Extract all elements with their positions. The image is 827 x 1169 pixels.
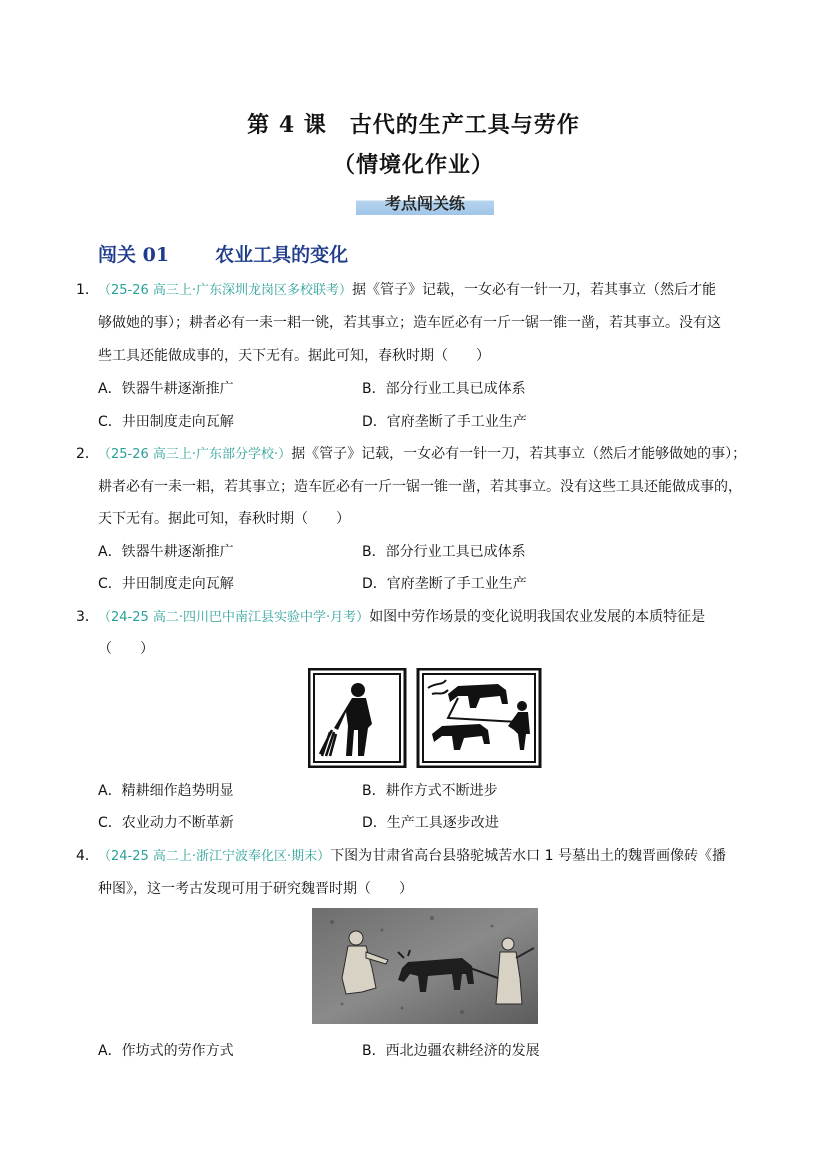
question-text: 够做她的事）；耕者必有一耒一耜一铫，若其事立；造车匠必有一斤一锯一锥一凿，若其事立。没有这 [98, 315, 721, 331]
question-line [98, 845, 726, 865]
section-topic: 农业工具的变化 [215, 244, 349, 266]
option-b[interactable]: B．部分行业工具已成体系 [362, 381, 526, 397]
question-text: （ ） [98, 641, 154, 657]
badge-container [356, 193, 494, 219]
question-number: 3． [76, 609, 99, 625]
question-text: 些工具还能做成事的，天下无有。据此可知，春秋时期（ ） [98, 348, 490, 364]
question-source: （24-25 高二上·浙江宁波奉化区·期末） [98, 849, 331, 864]
labor-scene-figure [308, 668, 542, 768]
option-c[interactable]: C．农业动力不断革新 [98, 815, 234, 831]
option-a[interactable]: A．精耕细作趋势明显 [98, 783, 234, 799]
question-text: 下图为甘肃省高台县骆驼城苦水口 1 号墓出土的魏晋画像砖《播 [330, 848, 726, 864]
question-line [98, 606, 705, 626]
option-a[interactable]: A．铁器牛耕逐渐推广 [98, 544, 234, 560]
question-number: 2． [76, 446, 99, 462]
question-text: 种图》，这一考古发现可用于研究魏晋时期（ ） [98, 881, 413, 897]
question-text: 据《管子》记载，一女必有一针一刀，若其事立（然后才能够做她的事）； [291, 446, 747, 462]
labor-scene-images [308, 668, 542, 768]
option-a[interactable]: A．作坊式的劳作方式 [98, 1043, 234, 1059]
question-text: 耕者必有一耒一耜，若其事立；造车匠必有一斤一锯一锥一凿，若其事立。没有这些工具还能做成事的， [98, 479, 742, 495]
sowing-brick-figure [312, 908, 538, 1024]
question-source: （24-25 高二·四川巴中南江县实验中学·月考） [98, 610, 370, 625]
option-d[interactable]: D．官府垄断了手工业生产 [362, 576, 527, 592]
option-c[interactable]: C．井田制度走向瓦解 [98, 414, 234, 430]
question-text: 天下无有。据此可知，春秋时期（ ） [98, 511, 350, 527]
option-d[interactable]: D．生产工具逐步改进 [362, 815, 499, 831]
option-c[interactable]: C．井田制度走向瓦解 [98, 576, 234, 592]
question-number: 4． [76, 848, 99, 864]
section-label: 闯关 01 [98, 244, 170, 266]
question-line [98, 443, 746, 463]
question-source: （25-26 高三上·广东深圳龙岗区多校联考） [98, 283, 353, 298]
option-d[interactable]: D．官府垄断了手工业生产 [362, 414, 527, 430]
question-number: 1． [76, 282, 99, 298]
lesson-title: 第 4 课 古代的生产工具与劳作 [247, 112, 580, 138]
question-text: 据《管子》记载，一女必有一针一刀，若其事立（然后才能 [352, 282, 717, 298]
option-b[interactable]: B．部分行业工具已成体系 [362, 544, 526, 560]
lesson-subtitle: （情境化作业） [332, 152, 494, 178]
question-line [98, 279, 716, 299]
sowing-brick-image [312, 908, 538, 1024]
question-text: 如图中劳作场景的变化说明我国农业发展的本质特征是 [369, 609, 706, 625]
question-source: （25-26 高三上·广东部分学校·） [98, 447, 292, 462]
section-badge: 考点闯关练 [356, 193, 494, 215]
section-heading [98, 240, 348, 267]
option-a[interactable]: A．铁器牛耕逐渐推广 [98, 381, 234, 397]
option-b[interactable]: B．耕作方式不断进步 [362, 783, 498, 799]
option-b[interactable]: B．西北边疆农耕经济的发展 [362, 1043, 540, 1059]
